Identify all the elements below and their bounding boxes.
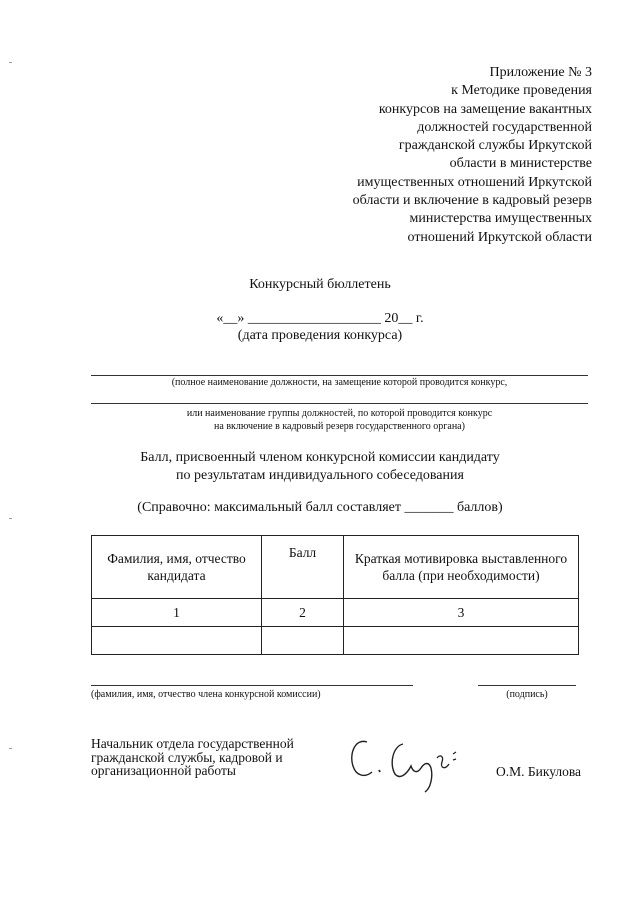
appendix-line: области в министерстве bbox=[449, 156, 592, 172]
appendix-line: гражданской службы Иркутской bbox=[398, 138, 592, 154]
header-score: Балл bbox=[262, 536, 344, 599]
score-table bbox=[91, 535, 579, 655]
date-caption: (дата проведения конкурса) bbox=[237, 328, 403, 343]
table-row bbox=[92, 627, 579, 655]
candidate-name-cell[interactable] bbox=[92, 627, 262, 655]
column-number: 2 bbox=[262, 599, 344, 627]
appendix-line: области и включение в кадровый резерв bbox=[352, 193, 592, 209]
scan-mark bbox=[9, 518, 12, 519]
document-title: Конкурсный бюллетень bbox=[249, 277, 391, 292]
score-cell[interactable] bbox=[262, 627, 344, 655]
scan-mark bbox=[9, 62, 12, 63]
table-header-row bbox=[92, 536, 579, 599]
appendix-line: должностей государственной bbox=[417, 119, 592, 135]
appendix-line: отношений Иркутской области bbox=[407, 229, 592, 245]
official-title-line: Начальник отдела государственной bbox=[91, 736, 294, 751]
appendix-line: конкурсов на замещение вакантных bbox=[378, 101, 592, 117]
appendix-line: к Методике проведения bbox=[451, 83, 592, 99]
score-heading bbox=[0, 449, 640, 485]
appendix-header bbox=[292, 64, 592, 247]
position-caption: или наименование группы должностей, по которой проводится конкурс bbox=[186, 408, 493, 419]
appendix-line: министерства имущественных bbox=[409, 211, 592, 227]
column-number: 1 bbox=[92, 599, 262, 627]
date-block bbox=[0, 310, 640, 344]
score-heading-line: по результатам индивидуального собеседования bbox=[176, 468, 464, 483]
signature-caption: (подпись) bbox=[506, 689, 548, 700]
official-title bbox=[91, 737, 294, 778]
position-caption: (полное наименование должности, на замещение которой проводится конкурс, bbox=[171, 377, 508, 388]
scan-mark bbox=[9, 748, 12, 749]
header-candidate-name: Фамилия, имя, отчество кандидата bbox=[92, 536, 262, 599]
header-motivation: Краткая мотивировка выставленного балла (при необходимости) bbox=[344, 536, 579, 599]
member-caption: (фамилия, имя, отчество члена конкурсной комиссии) bbox=[91, 689, 321, 700]
position-line[interactable] bbox=[91, 403, 588, 404]
appendix-line: Приложение № 3 bbox=[489, 65, 592, 80]
signature-line[interactable] bbox=[478, 685, 576, 686]
table-number-row bbox=[92, 599, 579, 627]
handwritten-signature bbox=[345, 732, 470, 794]
motivation-cell[interactable] bbox=[344, 627, 579, 655]
official-name: О.М. Бикулова bbox=[496, 764, 582, 779]
appendix-line: имущественных отношений Иркутской bbox=[357, 174, 592, 190]
position-caption: на включение в кадровый резерв государственного органа) bbox=[214, 421, 465, 432]
reference-note: (Справочно: максимальный балл составляет _______ баллов) bbox=[137, 500, 503, 515]
official-title-line: организационной работы bbox=[91, 763, 236, 778]
member-name-line[interactable] bbox=[91, 685, 413, 686]
column-number: 3 bbox=[344, 599, 579, 627]
official-title-line: гражданской службы, кадровой и bbox=[91, 749, 283, 765]
date-line[interactable]: «__» ___________________ 20__ г. bbox=[216, 311, 424, 326]
score-heading-line: Балл, присвоенный членом конкурсной комиссии кандидату bbox=[140, 450, 500, 465]
